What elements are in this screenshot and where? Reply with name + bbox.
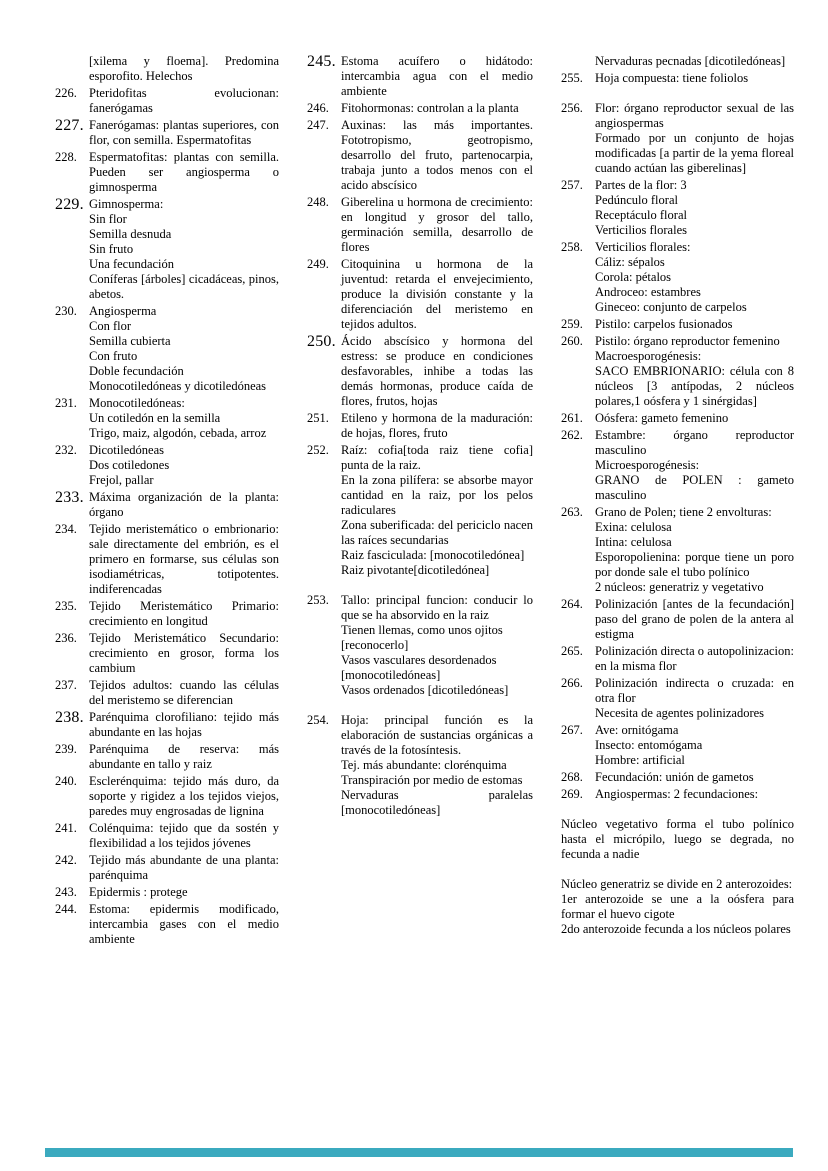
item-text: Ácido abscísico y hormona del estress: se produce en condiciones desfavorables, inhibe a todas las demás hormonas, produce caída de flores, frutos, hojas (341, 334, 533, 408)
item-text: Parénquima de reserva: más abundante en tallo y raiz (89, 742, 279, 771)
list-item (561, 505, 794, 595)
item-text: Raíz: cofia[toda raiz tiene cofia] punta de la raiz. En la zona pilífera: se absorbe mayor cantidad en la raiz, por los pelos radiculares Zona suberificada: del periciclo nacen las raíces secundarias Raiz fasciculada: [monocotiledónea] Raiz pivotante[dicotiledónea] (341, 443, 533, 577)
item-number: 269. (561, 787, 583, 801)
item-text: Fecundación: unión de gametos (595, 770, 754, 784)
item-number: 265. (561, 644, 583, 658)
list-item (561, 240, 794, 315)
item-text: Nervaduras pecnadas [dicotiledóneas] (595, 54, 786, 68)
item-number: 238. (55, 709, 84, 726)
item-number: 230. (55, 304, 77, 318)
column-2 (307, 54, 533, 949)
list-item (561, 317, 794, 332)
list-item (561, 101, 794, 176)
item-text: Tejido Meristemático Secundario: crecimiento en grosor, forma los cambium (89, 631, 279, 675)
list-item (307, 443, 533, 578)
list-item (307, 334, 533, 409)
item-number: 228. (55, 150, 77, 164)
item-number (55, 54, 89, 84)
item-text: Verticilios florales: Cáliz: sépalos Corola: pétalos Androceo: estambres Gineceo: conjunto de carpelos (595, 240, 747, 314)
list-item (55, 631, 279, 676)
item-text: Estambre: órgano reproductor masculino Microesporogénesis: GRANO de POLEN : gameto masculino (595, 428, 794, 502)
list-item (561, 178, 794, 238)
list-item (561, 817, 794, 937)
item-number: 249. (307, 257, 329, 271)
list-item (55, 821, 279, 851)
list-item (55, 443, 279, 488)
list-item (55, 118, 279, 148)
item-text: Estoma: epidermis modificado, intercambia gases con el medio ambiente (89, 902, 279, 946)
item-number: 243. (55, 885, 77, 899)
item-number: 262. (561, 428, 583, 442)
item-text: Giberelina u hormona de crecimiento: en longitud y grosor del tallo, germinación semilla, desarrollo de flores (341, 195, 533, 254)
item-number: 246. (307, 101, 329, 115)
item-number: 259. (561, 317, 583, 331)
item-text: Polinización indirecta o cruzada: en otra flor Necesita de agentes polinizadores (595, 676, 794, 720)
list-item (55, 710, 279, 740)
list-item (561, 411, 794, 426)
item-text: Ave: ornitógama Insecto: entomógama Hombre: artificial (595, 723, 703, 767)
list-item (561, 597, 794, 642)
item-text: Grano de Polen; tiene 2 envolturas: Exina: celulosa Intina: celulosa Esporopolienina: porque tiene un poro por donde sale el tubo polínico 2 núcleos: generatriz y vegetativo (595, 505, 794, 594)
list-item (561, 644, 794, 674)
item-text: Pistilo: carpelos fusionados (595, 317, 733, 331)
notes-columns (55, 54, 794, 949)
item-text: [xilema y floema]. Predomina esporofito. Helechos (89, 54, 279, 83)
item-text: Angiospermas: 2 fecundaciones: (595, 787, 759, 801)
item-text: Tejido Meristemático Primario: crecimiento en longitud (89, 599, 279, 628)
list-item (55, 490, 279, 520)
list-item (55, 742, 279, 772)
item-text: Hoja compuesta: tiene foliolos (595, 71, 749, 85)
item-text: Gimnosperma: Sin flor Semilla desnuda Sin fruto Una fecundación Coníferas [árboles] cicadáceas, pinos, abetos. (89, 197, 279, 301)
item-number: 267. (561, 723, 583, 737)
item-text: Hoja: principal función es la elaboración de sustancias orgánicas a través de la fotosíntesis. Tej. más abundante: clorénquima Transpiración por medio de estomas Nervaduras paralelas [monocotiledóneas] (341, 713, 533, 817)
item-text: Tejido más abundante de una planta: parénquima (89, 853, 279, 882)
list-item (307, 593, 533, 698)
item-text: Fitohormonas: controlan a la planta (341, 101, 519, 115)
item-text: Estoma acuífero o hidátodo: intercambia agua con el medio ambiente (341, 54, 533, 98)
item-number: 253. (307, 593, 329, 607)
list-item (55, 522, 279, 597)
list-item (561, 770, 794, 785)
item-number: 236. (55, 631, 77, 645)
list-item (55, 853, 279, 883)
item-number: 260. (561, 334, 583, 348)
list-item (55, 774, 279, 819)
list-item (307, 411, 533, 441)
item-number: 237. (55, 678, 77, 692)
list-item (561, 676, 794, 721)
item-text: Máxima organización de la planta: órgano (89, 490, 279, 519)
list-item (561, 428, 794, 503)
item-number: 261. (561, 411, 583, 425)
item-number: 232. (55, 443, 77, 457)
item-text: Partes de la flor: 3 Pedúnculo floral Receptáculo floral Verticilios florales (595, 178, 687, 237)
list-item (55, 150, 279, 195)
item-text: Tallo: principal funcion: conducir lo que se ha absorvido en la raiz Tienen llemas, como unos ojitos [reconocerlo] Vasos vasculares desordenados [monocotiledóneas] Vasos ordenados [dicotiledóneas] (341, 593, 533, 697)
item-number (561, 54, 595, 69)
item-number: 245. (307, 53, 336, 70)
item-number: 226. (55, 86, 77, 100)
item-text: Citoquinina u hormona de la juventud: retarda el envejecimiento, produce la división constante y la diferenciación del meristemo en tejidos adultos. (341, 257, 533, 331)
list-item (55, 304, 279, 394)
item-text: Esclerénquima: tejido más duro, da soporte y rigidez a los tejidos viejos, paredes muy engrosadas de lignina (89, 774, 279, 818)
item-number: 240. (55, 774, 77, 788)
item-number: 233. (55, 489, 84, 506)
item-text: Pistilo: órgano reproductor femenino Macroesporogénesis: SACO EMBRIONARIO: célula con 8 núcleos [3 antípodas, 2 núcleos polares,1 oósfera y 1 sinérgidas] (595, 334, 794, 408)
column-3 (561, 54, 794, 949)
list-item (307, 54, 533, 99)
list-item (55, 197, 279, 302)
item-text: Polinización [antes de la fecundación] paso del grano de polen de la antera al estigma (595, 597, 794, 641)
item-text: Etileno y hormona de la maduración: de hojas, flores, fruto (341, 411, 533, 440)
item-number: 227. (55, 117, 84, 134)
item-number: 247. (307, 118, 329, 132)
item-number: 234. (55, 522, 77, 536)
list-item (55, 396, 279, 441)
item-text: Polinización directa o autopolinizacion: en la misma flor (595, 644, 794, 673)
list-item (55, 86, 279, 116)
item-text: Epidermis : protege (89, 885, 188, 899)
list-item (561, 787, 794, 802)
item-number: 268. (561, 770, 583, 784)
list-item (307, 101, 533, 116)
item-number: 250. (307, 333, 336, 350)
column-1 (55, 54, 279, 949)
item-number: 229. (55, 196, 84, 213)
list-item (561, 71, 794, 86)
list-item (307, 118, 533, 193)
item-text: Oósfera: gameto femenino (595, 411, 729, 425)
item-number: 244. (55, 902, 77, 916)
item-text: Pteridofitas evolucionan: fanerógamas (89, 86, 279, 115)
list-item (55, 885, 279, 900)
item-number: 256. (561, 101, 583, 115)
list-item (307, 257, 533, 332)
item-text: Núcleo vegetativo forma el tubo polínico hasta el micrópilo, luego se degrada, no fecunda a nadie Núcleo generatriz se divide en 2 anterozoides: 1er anterozoide se une a la oósfera para formar el huevo cigote 2do anterozoide fecunda a los núcleos polares (561, 817, 794, 936)
item-number: 239. (55, 742, 77, 756)
item-text: Flor: órgano reproductor sexual de las angiospermas Formado por un conjunto de hojas modificadas [a partir de la yema floreal cuando actúan las giberelinas] (595, 101, 794, 175)
item-number: 258. (561, 240, 583, 254)
item-text: Parénquima clorofiliano: tejido más abundante en las hojas (89, 710, 279, 739)
item-text: Colénquima: tejido que da sostén y flexibilidad a los tejidos jóvenes (89, 821, 279, 850)
footer-bar (45, 1148, 793, 1157)
item-number: 241. (55, 821, 77, 835)
item-number: 248. (307, 195, 329, 209)
item-number: 257. (561, 178, 583, 192)
list-item (307, 195, 533, 255)
item-text: Auxinas: las más importantes. Fototropismo, geotropismo, desarrollo del fruto, partenocarpia, trabaja junto a todos menos con el acido abscísico (341, 118, 533, 192)
item-number: 266. (561, 676, 583, 690)
list-item (55, 599, 279, 629)
item-number: 231. (55, 396, 77, 410)
item-number: 255. (561, 71, 583, 85)
list-item (561, 723, 794, 768)
item-text: Monocotiledóneas: Un cotiledón en la semilla Trigo, maiz, algodón, cebada, arroz (89, 396, 267, 440)
item-number: 263. (561, 505, 583, 519)
item-number: 252. (307, 443, 329, 457)
list-item (55, 54, 279, 84)
item-text: Angiosperma Con flor Semilla cubierta Con fruto Doble fecundación Monocotiledóneas y dicotiledóneas (89, 304, 267, 393)
list-item (55, 678, 279, 708)
list-item (55, 902, 279, 947)
item-number: 254. (307, 713, 329, 727)
item-number: 235. (55, 599, 77, 613)
item-number: 242. (55, 853, 77, 867)
item-number: 264. (561, 597, 583, 611)
item-text: Tejido meristemático o embrionario: sale directamente del embrión, es el primero en formarse, sus células son isodiamétricas, totipotentes. indiferencadas (89, 522, 279, 596)
list-item (307, 713, 533, 818)
item-text: Espermatofitas: plantas con semilla. Pueden ser angiosperma o gimnosperma (89, 150, 279, 194)
item-text: Tejidos adultos: cuando las células del meristemo se diferencian (89, 678, 279, 707)
item-text: Dicotiledóneas Dos cotiledones Frejol, pallar (89, 443, 170, 487)
item-number: 251. (307, 411, 329, 425)
list-item (561, 54, 794, 69)
list-item (561, 334, 794, 409)
item-text: Fanerógamas: plantas superiores, con flor, con semilla. Espermatofitas (89, 118, 279, 147)
